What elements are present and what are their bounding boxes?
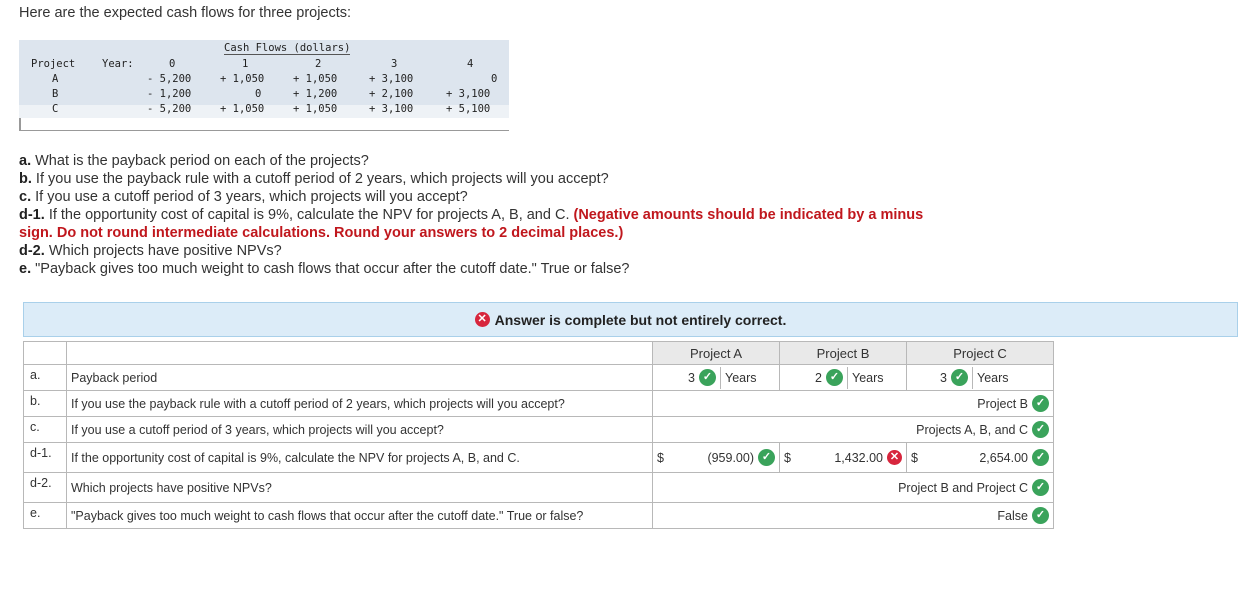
row-c-y1: + 1,050	[220, 103, 265, 115]
year-3: 3	[391, 58, 398, 70]
question-c: If you use a cutoff period of 3 years, which projects will you accept?	[35, 189, 468, 205]
row-b-y0: - 1,200	[147, 88, 192, 100]
payback-a-input[interactable]: 3	[688, 370, 695, 385]
npv-b-input[interactable]: 1,432.00	[834, 450, 883, 465]
row-question: Which projects have positive NPVs?	[67, 473, 653, 503]
npv-c-input[interactable]: 2,654.00	[979, 450, 1028, 465]
row-b-y3: + 2,100	[369, 88, 414, 100]
row-a-y0: - 5,200	[147, 73, 192, 85]
row-a-project: A	[52, 73, 59, 85]
row-c-project: C	[52, 103, 59, 115]
question-d1: If the opportunity cost of capital is 9%, calculate the NPV for projects A, B, and C.	[48, 207, 570, 223]
check-circle-icon: ✓	[1032, 395, 1049, 412]
row-question: If the opportunity cost of capital is 9%, calculate the NPV for projects A, B, and C.	[67, 443, 653, 473]
questions: a. What is the payback period on each of the projects? b. If you use the payback rule with a cutoff period of 2 years, which projects will you accept? c. If you use a cutoff period of 3 years, which projects will you accept? d-1. If the opportunity cost of capital is 9%, calculate the NPV for projects A, B, and C. (Negative amounts should be indicated by a minus sign. Do not round intermediate calculations. Round your answers to 2 decimal places.) d-2. Which projects have positive NPVs? e. "Payback gives too much weight to cash flows that occur after the cutoff date." True or false?	[19, 153, 924, 277]
header-project-a: Project A	[653, 342, 780, 365]
row-c-y2: + 1,050	[293, 103, 338, 115]
cutoff-2-answer[interactable]: Project B	[977, 396, 1028, 411]
check-circle-icon: ✓	[951, 369, 968, 386]
row-b-y2: + 1,200	[293, 88, 338, 100]
row-question: If you use the payback rule with a cutoff period of 2 years, which projects will you accept?	[67, 391, 653, 417]
question-b: If you use the payback rule with a cutoff period of 2 years, which projects will you accept?	[35, 171, 609, 187]
row-a-y3: + 3,100	[369, 73, 414, 85]
row-b-project: B	[52, 88, 59, 100]
answer-table	[23, 341, 1054, 529]
currency-c: $	[907, 443, 930, 473]
row-b-y4: + 3,100	[446, 88, 491, 100]
intro-text: Here are the expected cash flows for three projects:	[19, 5, 352, 21]
question-d1-note: (Negative amounts should be indicated by a minus sign. Do not round intermediate calculations. Round your answers to 2 decimal places.)	[19, 207, 924, 241]
year-header: Year:	[102, 58, 134, 70]
header-project-c: Project C	[907, 342, 1054, 365]
npv-a-input[interactable]: (959.00)	[707, 450, 754, 465]
year-2: 2	[315, 58, 322, 70]
question-a: What is the payback period on each of the projects?	[35, 153, 369, 169]
check-circle-icon: ✓	[699, 369, 716, 386]
currency-a: $	[653, 443, 676, 473]
check-circle-icon: ✓	[758, 449, 775, 466]
row-question: If you use a cutoff period of 3 years, which projects will you accept?	[67, 417, 653, 443]
check-circle-icon: ✓	[826, 369, 843, 386]
unit-b: Years	[847, 367, 906, 389]
row-b-y1: 0	[255, 88, 262, 100]
unit-a: Years	[720, 367, 779, 389]
table-row: b. If you use the payback rule with a cutoff period of 2 years, which projects will you accept? Project B ✓	[24, 391, 1054, 417]
payback-b-input[interactable]: 2	[815, 370, 822, 385]
true-false-answer[interactable]: False	[997, 508, 1028, 523]
question-d2: Which projects have positive NPVs?	[48, 243, 282, 259]
table-row: d-2. Which projects have positive NPVs? Project B and Project C ✓	[24, 473, 1054, 503]
currency-b: $	[780, 443, 803, 473]
result-banner-text: Answer is complete but not entirely correct.	[494, 311, 787, 328]
cutoff-3-answer[interactable]: Projects A, B, and C	[916, 422, 1028, 437]
year-0: 0	[169, 58, 176, 70]
cash-flows-table	[19, 40, 509, 131]
table-row: a. Payback period 3 ✓ Years 2 ✓ Years 3 ✓ Years	[24, 365, 1054, 391]
cash-flows-title: Cash Flows (dollars)	[224, 42, 351, 54]
row-c-y0: - 5,200	[147, 103, 192, 115]
check-circle-icon: ✓	[1032, 479, 1049, 496]
check-circle-icon: ✓	[1032, 507, 1049, 524]
year-4: 4	[467, 58, 474, 70]
table-row: d-1. If the opportunity cost of capital is 9%, calculate the NPV for projects A, B, and C. $ (959.00) ✓ $ 1,432.00 ✕ $ 2,654.00 ✓	[24, 443, 1054, 473]
row-a-y4: 0	[491, 73, 498, 85]
year-1: 1	[242, 58, 249, 70]
payback-c-input[interactable]: 3	[940, 370, 947, 385]
row-c-y3: + 3,100	[369, 103, 414, 115]
table-row: c. If you use a cutoff period of 3 years, which projects will you accept? Projects A, B, and C ✓	[24, 417, 1054, 443]
row-question: Payback period	[67, 365, 653, 391]
check-circle-icon: ✓	[1032, 449, 1049, 466]
header-project-b: Project B	[780, 342, 907, 365]
positive-npv-answer[interactable]: Project B and Project C	[898, 480, 1028, 495]
row-a-y1: + 1,050	[220, 73, 265, 85]
row-question: "Payback gives too much weight to cash flows that occur after the cutoff date." True or false?	[67, 503, 653, 529]
row-c-y4: + 5,100	[446, 103, 491, 115]
result-banner	[23, 302, 1238, 337]
question-e: "Payback gives too much weight to cash flows that occur after the cutoff date." True or false?	[35, 261, 630, 277]
unit-c: Years	[972, 367, 1053, 389]
row-a-y2: + 1,050	[293, 73, 338, 85]
x-circle-icon: ✕	[887, 450, 902, 465]
project-header: Project	[31, 58, 76, 70]
check-circle-icon: ✓	[1032, 421, 1049, 438]
x-circle-icon: ✕	[475, 312, 490, 327]
table-row: e. "Payback gives too much weight to cash flows that occur after the cutoff date." True or false? False ✓	[24, 503, 1054, 529]
